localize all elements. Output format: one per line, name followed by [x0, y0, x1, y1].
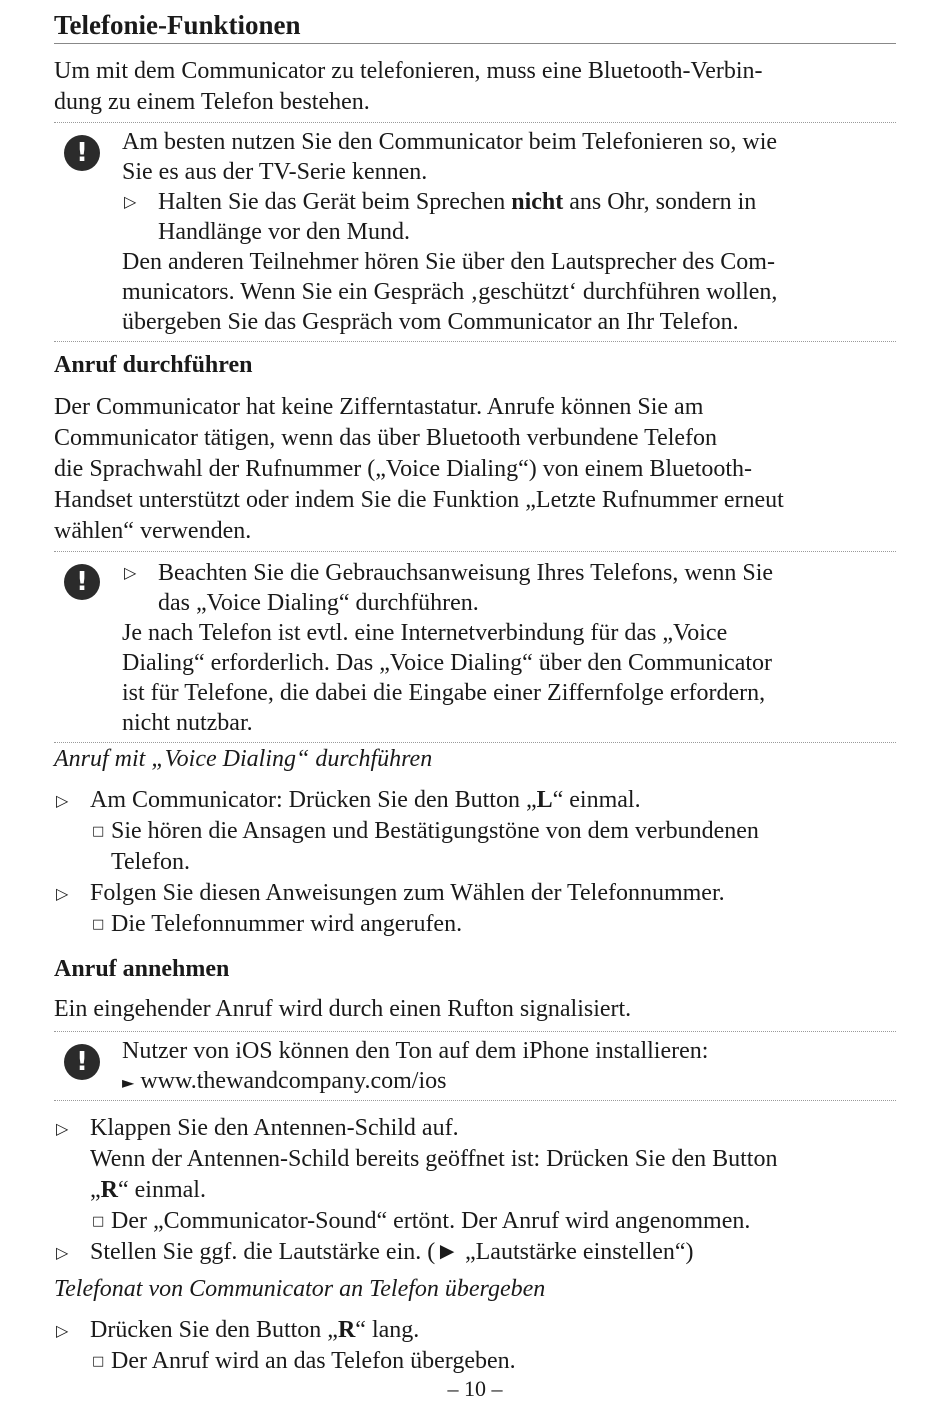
triangle-right-icon: ▷	[56, 1321, 69, 1340]
result-item: □ Die Telefonnummer wird angerufen.	[54, 909, 896, 940]
triangle-right-icon: ▷	[56, 791, 69, 810]
result-item: □ Sie hören die Ansagen und Bestätigungstöne von dem verbundenen Telefon.	[92, 818, 759, 875]
call-paragraph: Der Communicator hat keine Zifferntastatur. Anrufe können Sie am Communicator tätigen, wenn das über Bluetooth verbundene Telefon die Sprachwahl der Rufnummer („Voice Dialing“) von einem Bluetooth- Handset unterstützt oder indem Sie die Funktion „Letzte Rufnummer erneut wählen“ verwenden.	[54, 394, 784, 544]
subsection-heading: Anruf mit „Voice Dialing“ durchführen	[54, 746, 433, 772]
triangle-right-icon: ▷	[56, 1243, 69, 1262]
intro-line: dung zu einem Telefon bestehen.	[54, 89, 370, 115]
section-heading: Anruf durchführen	[54, 352, 253, 378]
exclamation-icon: !	[64, 564, 100, 600]
page-title: Telefonie-Funktionen	[54, 10, 896, 44]
exclamation-icon: !	[64, 1044, 100, 1080]
square-icon: □	[92, 824, 105, 839]
note-bullet: ▷ Beachten Sie die Gebrauchsanweisung Ihres Telefons, wenn Sie das „Voice Dialing“ durchführen.	[124, 560, 774, 616]
triangle-right-icon: ▷	[56, 884, 69, 903]
list-item: ▷ Klappen Sie den Antennen-Schild auf. Wenn der Antennen-Schild bereits geöffnet ist: Drücken Sie den Button „R“ einmal.	[56, 1115, 778, 1203]
note-box: ! ▷ Beachten Sie die Gebrauchsanweisung Ihres Telefons, wenn Sie das „Voice Dialing“ durchführen. Je nach Telefon ist evtl. eine Internetverbindung für das „Voice Dialing“ erforderlich. Das „Voice Dialing“ über den Communicator ist für Telefone, die dabei die Eingabe einer Ziffernfolge erfordern, nicht nutzbar.	[54, 551, 896, 743]
answer-paragraph: Ein eingehender Anruf wird durch einen Rufton signalisiert.	[54, 996, 632, 1022]
voice-steps	[54, 785, 896, 940]
answer-steps	[54, 1113, 896, 1268]
square-icon: □	[92, 917, 105, 932]
ios-link[interactable]: www.thewandcompany.com/ios	[140, 1068, 447, 1094]
square-icon: □	[92, 1354, 105, 1369]
triangle-right-icon: ▷	[124, 563, 137, 582]
note-bullet: ▷ Halten Sie das Gerät beim Sprechen nicht ans Ohr, sondern in Handlänge vor den Mund.	[124, 189, 757, 245]
triangle-right-icon: ▷	[124, 192, 137, 211]
page-number: – 10 –	[447, 1376, 503, 1401]
section-heading: Anruf annehmen	[54, 956, 230, 982]
exclamation-icon: !	[64, 135, 100, 171]
list-item: ▷ Drücken Sie den Button „R“ lang.	[54, 1315, 896, 1346]
link-line[interactable]	[122, 1066, 896, 1098]
arrow-right-icon: ►	[122, 1073, 135, 1092]
intro-line: Um mit dem Communicator zu telefonieren, muss eine Bluetooth-Verbin-	[54, 58, 763, 84]
result-item: □ Der „Communicator-Sound“ ertönt. Der Anruf wird angenommen.	[54, 1206, 896, 1237]
triangle-right-icon: ▷	[56, 1119, 69, 1138]
intro-paragraph	[54, 56, 763, 118]
list-item: ▷ Stellen Sie ggf. die Lautstärke ein. (► „Lautstärke einstellen“)	[54, 1237, 896, 1268]
note-box: ! Nutzer von iOS können den Ton auf dem iPhone installieren: ► www.thewandcompany.com/ios	[54, 1031, 896, 1101]
transfer-steps	[54, 1315, 896, 1377]
list-item: ▷ Folgen Sie diesen Anweisungen zum Wählen der Telefonnummer.	[54, 878, 896, 909]
result-item: □ Der Anruf wird an das Telefon übergeben.	[54, 1346, 896, 1377]
subsection-heading: Telefonat von Communicator an Telefon übergeben	[54, 1276, 546, 1302]
square-icon: □	[92, 1214, 105, 1229]
note-box: ! Am besten nutzen Sie den Communicator beim Telefonieren so, wie Sie es aus der TV-Serie kennen. ▷ Halten Sie das Gerät beim Sprechen nicht ans Ohr, sondern in Handlänge vor den Mund. Den anderen Teilnehmer hören Sie über den Lautsprecher des Com- municators. Wenn Sie ein Gespräch ‚geschützt‘ durchführen wollen, übergeben Sie das Gespräch vom Communicator an Ihr Telefon.	[54, 122, 896, 342]
list-item: ▷ Am Communicator: Drücken Sie den Button „L“ einmal.	[54, 785, 896, 816]
